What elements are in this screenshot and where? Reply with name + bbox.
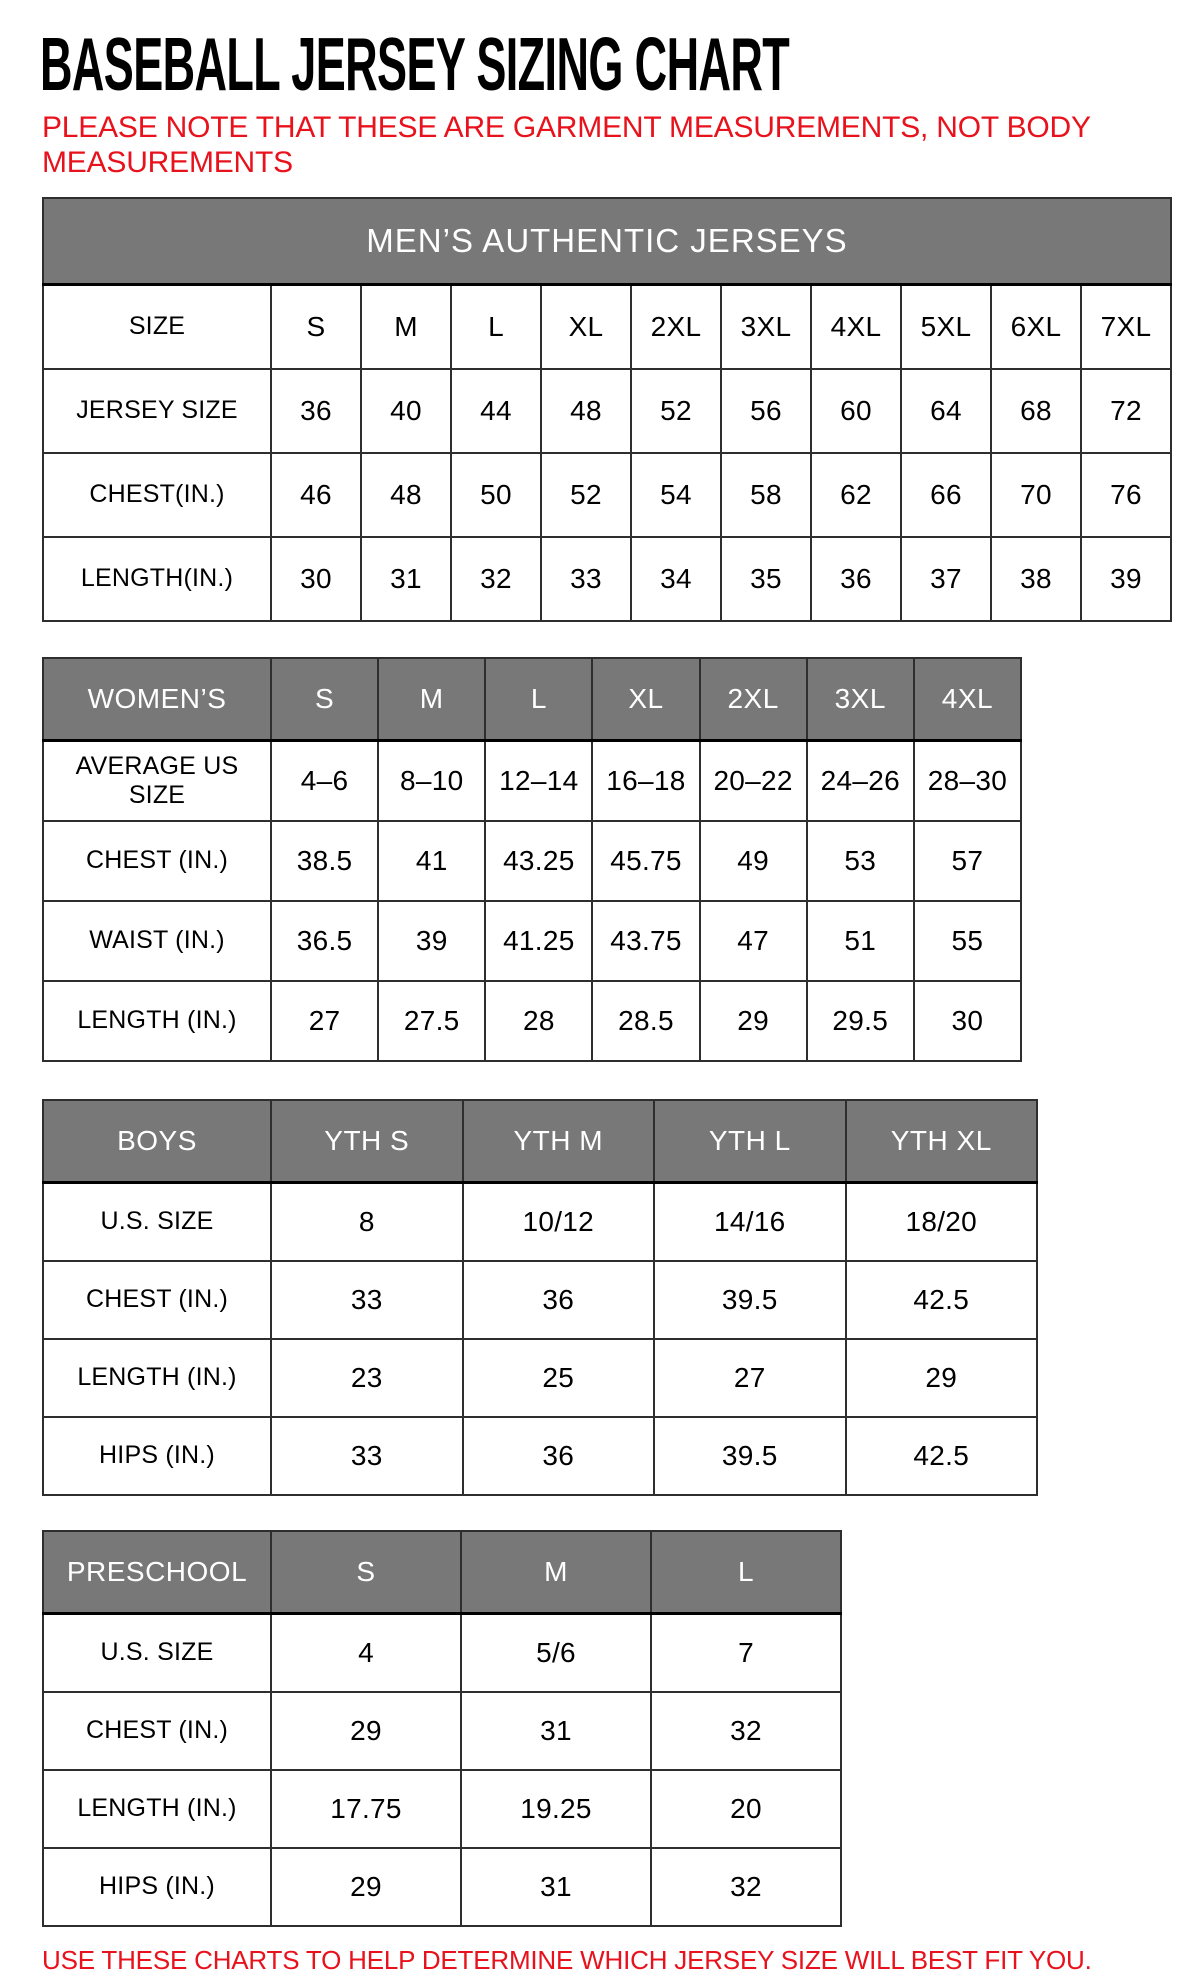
cell-value: 4 — [271, 1614, 461, 1693]
cell-value: 70 — [991, 453, 1081, 537]
mens-table-title: MEN’S AUTHENTIC JERSEYS — [43, 198, 1171, 285]
cell-value: 37 — [901, 537, 991, 621]
cell-value: 43.75 — [592, 901, 699, 981]
row-label: CHEST (IN.) — [43, 1261, 271, 1339]
cell-value: 45.75 — [592, 821, 699, 901]
cell-value: 33 — [271, 1417, 463, 1495]
cell-value: S — [271, 285, 361, 370]
cell-value: 27.5 — [378, 981, 485, 1061]
mens-table-title-row — [43, 198, 1171, 285]
cell-value: 29 — [271, 1848, 461, 1926]
cell-value: 32 — [651, 1692, 841, 1770]
cell-value: 47 — [700, 901, 807, 981]
size-column-header: M — [378, 658, 485, 741]
cell-value: 18/20 — [846, 1183, 1038, 1262]
cell-value: 38 — [991, 537, 1081, 621]
table-row — [43, 901, 1021, 981]
row-label: CHEST (IN.) — [43, 1692, 271, 1770]
cell-value: 33 — [271, 1261, 463, 1339]
cell-value: 52 — [631, 369, 721, 453]
cell-value: 57 — [914, 821, 1021, 901]
table-row — [43, 1261, 1037, 1339]
table-row — [43, 1339, 1037, 1417]
cell-value: 3XL — [721, 285, 811, 370]
cell-value: 41 — [378, 821, 485, 901]
cell-value: 39.5 — [654, 1261, 846, 1339]
cell-value: 52 — [541, 453, 631, 537]
cell-value: 23 — [271, 1339, 463, 1417]
cell-value: 55 — [914, 901, 1021, 981]
cell-value: 4–6 — [271, 741, 378, 822]
row-label: LENGTH(IN.) — [43, 537, 271, 621]
cell-value: 54 — [631, 453, 721, 537]
cell-value: 27 — [271, 981, 378, 1061]
cell-value: 31 — [361, 537, 451, 621]
cell-value: 14/16 — [654, 1183, 846, 1262]
cell-value: 8–10 — [378, 741, 485, 822]
cell-value: 36 — [463, 1261, 655, 1339]
table-header-label: BOYS — [43, 1100, 271, 1183]
cell-value: 58 — [721, 453, 811, 537]
row-label: HIPS (IN.) — [43, 1417, 271, 1495]
cell-value: 53 — [807, 821, 914, 901]
row-label: SIZE — [43, 285, 271, 370]
size-column-header: YTH L — [654, 1100, 846, 1183]
row-label: AVERAGE US SIZE — [43, 741, 271, 822]
cell-value: 42.5 — [846, 1261, 1038, 1339]
cell-value: 36 — [811, 537, 901, 621]
cell-value: 30 — [914, 981, 1021, 1061]
cell-value: 76 — [1081, 453, 1171, 537]
cell-value: 28.5 — [592, 981, 699, 1061]
cell-value: XL — [541, 285, 631, 370]
table-row — [43, 537, 1171, 621]
cell-value: 34 — [631, 537, 721, 621]
womens-table-header-row — [43, 658, 1021, 741]
cell-value: 60 — [811, 369, 901, 453]
cell-value: 49 — [700, 821, 807, 901]
boys-table-header-row — [43, 1100, 1037, 1183]
cell-value: 39 — [1081, 537, 1171, 621]
cell-value: 20 — [651, 1770, 841, 1848]
cell-value: 31 — [461, 1692, 651, 1770]
garment-measurements-note: PLEASE NOTE THAT THESE ARE GARMENT MEASUREMENTS, NOT BODY MEASUREMENTS — [42, 111, 1091, 179]
cell-value: 5XL — [901, 285, 991, 370]
cell-value: M — [361, 285, 451, 370]
cell-value: 40 — [361, 369, 451, 453]
mens-sizing-table — [42, 197, 1172, 622]
cell-value: 20–22 — [700, 741, 807, 822]
size-column-header: 2XL — [700, 658, 807, 741]
cell-value: 29 — [700, 981, 807, 1061]
cell-value: 4XL — [811, 285, 901, 370]
womens-sizing-table — [42, 657, 1022, 1062]
row-label: WAIST (IN.) — [43, 901, 271, 981]
row-label: HIPS (IN.) — [43, 1848, 271, 1926]
cell-value: 36.5 — [271, 901, 378, 981]
row-label: CHEST(IN.) — [43, 453, 271, 537]
cell-value: 43.25 — [485, 821, 592, 901]
fit-advice-footer: USE THESE CHARTS TO HELP DETERMINE WHICH JERSEY SIZE WILL BEST FIT YOU. — [42, 1945, 1092, 1975]
table-row — [43, 285, 1171, 370]
table-row — [43, 821, 1021, 901]
row-label: JERSEY SIZE — [43, 369, 271, 453]
cell-value: 16–18 — [592, 741, 699, 822]
cell-value: 24–26 — [807, 741, 914, 822]
table-row — [43, 1614, 841, 1693]
table-row — [43, 741, 1021, 822]
cell-value: 50 — [451, 453, 541, 537]
cell-value: 17.75 — [271, 1770, 461, 1848]
size-column-header: 4XL — [914, 658, 1021, 741]
cell-value: 6XL — [991, 285, 1081, 370]
table-header-label: PRESCHOOL — [43, 1531, 271, 1614]
cell-value: 29 — [271, 1692, 461, 1770]
cell-value: 33 — [541, 537, 631, 621]
cell-value: 30 — [271, 537, 361, 621]
cell-value: 38.5 — [271, 821, 378, 901]
cell-value: 7XL — [1081, 285, 1171, 370]
row-label: CHEST (IN.) — [43, 821, 271, 901]
table-row — [43, 369, 1171, 453]
table-row — [43, 1417, 1037, 1495]
size-column-header: M — [461, 1531, 651, 1614]
size-column-header: YTH XL — [846, 1100, 1038, 1183]
cell-value: 29 — [846, 1339, 1038, 1417]
row-label: U.S. SIZE — [43, 1183, 271, 1262]
boys-sizing-table — [42, 1099, 1038, 1496]
table-row — [43, 1770, 841, 1848]
row-label: LENGTH (IN.) — [43, 981, 271, 1061]
cell-value: 29.5 — [807, 981, 914, 1061]
cell-value: 19.25 — [461, 1770, 651, 1848]
cell-value: 31 — [461, 1848, 651, 1926]
preschool-table-header-row — [43, 1531, 841, 1614]
cell-value: 64 — [901, 369, 991, 453]
cell-value: 39.5 — [654, 1417, 846, 1495]
table-row — [43, 981, 1021, 1061]
cell-value: 56 — [721, 369, 811, 453]
row-label: U.S. SIZE — [43, 1614, 271, 1693]
size-column-header: YTH S — [271, 1100, 463, 1183]
cell-value: 8 — [271, 1183, 463, 1262]
cell-value: 35 — [721, 537, 811, 621]
cell-value: L — [451, 285, 541, 370]
cell-value: 39 — [378, 901, 485, 981]
cell-value: 46 — [271, 453, 361, 537]
cell-value: 41.25 — [485, 901, 592, 981]
cell-value: 7 — [651, 1614, 841, 1693]
cell-value: 25 — [463, 1339, 655, 1417]
size-column-header: S — [271, 658, 378, 741]
cell-value: 44 — [451, 369, 541, 453]
cell-value: 68 — [991, 369, 1081, 453]
cell-value: 62 — [811, 453, 901, 537]
size-column-header: 3XL — [807, 658, 914, 741]
cell-value: 28–30 — [914, 741, 1021, 822]
cell-value: 51 — [807, 901, 914, 981]
cell-value: 72 — [1081, 369, 1171, 453]
cell-value: 32 — [451, 537, 541, 621]
cell-value: 5/6 — [461, 1614, 651, 1693]
size-column-header: XL — [592, 658, 699, 741]
cell-value: 36 — [463, 1417, 655, 1495]
cell-value: 42.5 — [846, 1417, 1038, 1495]
cell-value: 66 — [901, 453, 991, 537]
cell-value: 10/12 — [463, 1183, 655, 1262]
cell-value: 36 — [271, 369, 361, 453]
size-column-header: YTH M — [463, 1100, 655, 1183]
table-header-label: WOMEN’S — [43, 658, 271, 741]
cell-value: 27 — [654, 1339, 846, 1417]
cell-value: 28 — [485, 981, 592, 1061]
cell-value: 48 — [361, 453, 451, 537]
row-label: LENGTH (IN.) — [43, 1339, 271, 1417]
cell-value: 12–14 — [485, 741, 592, 822]
cell-value: 32 — [651, 1848, 841, 1926]
table-row — [43, 1183, 1037, 1262]
table-row — [43, 453, 1171, 537]
page-title: BASEBALL JERSEY SIZING CHART — [40, 22, 790, 106]
size-column-header: L — [485, 658, 592, 741]
size-column-header: L — [651, 1531, 841, 1614]
size-column-header: S — [271, 1531, 461, 1614]
table-row — [43, 1848, 841, 1926]
row-label: LENGTH (IN.) — [43, 1770, 271, 1848]
table-row — [43, 1692, 841, 1770]
cell-value: 48 — [541, 369, 631, 453]
preschool-sizing-table — [42, 1530, 842, 1927]
cell-value: 2XL — [631, 285, 721, 370]
